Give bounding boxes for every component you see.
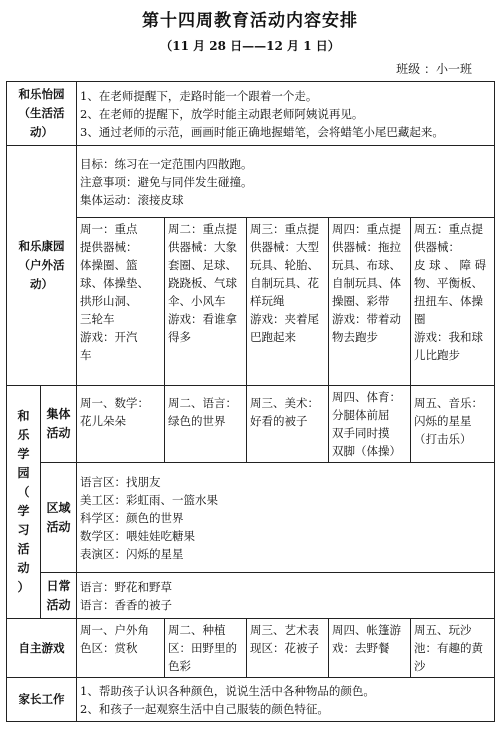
text-line: 池：有趣的黄	[414, 641, 483, 655]
text-line: 动）	[30, 277, 53, 291]
text-line: 样玩绳	[250, 294, 285, 308]
text-line: ）	[17, 580, 30, 594]
text-line: 供器械：	[414, 240, 460, 254]
text-line: 扭扭车、体操	[414, 294, 483, 308]
text-line: 和	[17, 409, 30, 423]
text-line: 周三、艺术表	[250, 623, 319, 637]
section-label-free-play: 自主游戏	[7, 619, 77, 678]
collective-day-tue	[165, 386, 247, 463]
text-line: 分腿体前屈	[332, 408, 390, 422]
text-line: 玩具、布球、	[332, 258, 401, 272]
text-line: 双手同时摸	[332, 426, 390, 440]
text-line: 跷跷板、气球	[168, 276, 237, 290]
text-line: 活动	[46, 597, 71, 612]
text-line: 套圈、足球、	[168, 258, 237, 272]
parent-work-cell	[77, 678, 495, 722]
text-line: 学	[17, 504, 30, 518]
row-free-play	[7, 619, 495, 678]
text-line: 周四：重点提	[332, 222, 401, 236]
free-play-day-mon	[77, 619, 165, 678]
text-line: 周五：重点提	[414, 222, 483, 236]
text-line: 玩具、轮胎、	[250, 258, 319, 272]
group-sport-text: 集体运动：滚接皮球	[80, 192, 184, 207]
text-line: 绿色的世界	[168, 414, 226, 428]
text-line: 集体	[46, 407, 71, 421]
text-line: 自制玩具、体	[332, 276, 401, 290]
collective-day-wed	[247, 386, 329, 463]
text-line: 学	[17, 447, 30, 461]
row-xueyuan-daily	[7, 573, 495, 619]
heyiyuan-content	[77, 82, 495, 146]
text-line: 现区：花被子	[250, 641, 319, 655]
list-item: 3、通过老师的示范，画画时能正确地握蜡笔，会将蜡笔小尾巴藏起来。	[80, 124, 444, 139]
text-line: 动	[17, 561, 30, 575]
section-label-kangyuan	[7, 146, 77, 386]
list-item: 美工区：彩虹雨、一篮水果	[80, 492, 218, 507]
sublabel-collective	[41, 386, 77, 463]
text-line: 戏：去野餐	[332, 641, 390, 655]
text-line: 和乐怡园	[18, 87, 65, 101]
text-line: 圈	[414, 312, 426, 326]
text-line: 周三、美术：	[250, 396, 319, 410]
text-line: 园	[17, 466, 30, 480]
text-line: 游戏：我和球	[414, 330, 483, 344]
collective-day-thu	[329, 386, 411, 463]
text-line: 供器械：拖拉	[332, 240, 401, 254]
section-label-xueyuan	[7, 386, 41, 619]
text-line: 周五、玩沙	[414, 623, 472, 637]
text-line: 周四、帐篷游	[332, 623, 401, 637]
text-line: 周四、体育：	[332, 390, 401, 404]
text-line: 活	[17, 542, 30, 556]
list-item: 科学区：颜色的世界	[80, 510, 184, 525]
list-item: 语言区：找朋友	[80, 474, 161, 489]
text-line: 车	[80, 348, 92, 362]
list-item: 语言：香香的被子	[80, 597, 172, 612]
sublabel-daily	[41, 573, 77, 619]
kangyuan-goal-cell	[77, 146, 495, 218]
text-line: 活动	[46, 426, 71, 440]
area-activity-cell	[77, 463, 495, 573]
class-label: 班级 ：小一班	[396, 62, 472, 76]
text-line: 游戏：夹着尾	[250, 312, 319, 326]
text-line: 区域	[46, 500, 71, 515]
text-line: （打击乐）	[414, 432, 472, 446]
text-line: 花儿朵朵	[80, 414, 126, 428]
text-line: 活动	[46, 519, 71, 534]
notice-text: 注意事项：避免与同伴发生碰撞。	[80, 174, 253, 189]
kangyuan-day-wed	[247, 218, 329, 386]
text-line: 游戏：看谁拿	[168, 312, 237, 326]
row-kangyuan-days	[7, 218, 495, 386]
date-range: （11 月 28 日——12 月 1 日）	[160, 39, 340, 53]
free-play-day-fri	[411, 619, 495, 678]
text-line: 周一、户外角	[80, 623, 149, 637]
text-line: 沙	[414, 659, 426, 673]
text-line: 习	[17, 523, 30, 537]
text-line: 乐	[17, 428, 30, 442]
list-item: 2、在老师的提醒下，放学时能主动跟老师阿姨说再见。	[80, 106, 364, 121]
text-line: 周二、语言：	[168, 396, 237, 410]
text-line: 操圈、彩带	[332, 294, 390, 308]
page-title: 第十四周教育活动内容安排	[142, 11, 358, 31]
row-xueyuan-collective	[7, 386, 495, 463]
free-play-day-thu	[329, 619, 411, 678]
row-xueyuan-area	[7, 463, 495, 573]
text-line: 周五、音乐：	[414, 396, 483, 410]
kangyuan-day-fri	[411, 218, 495, 386]
text-line: 巴跑起来	[250, 330, 296, 344]
text-line: 日常	[46, 578, 71, 593]
sublabel-area	[41, 463, 77, 573]
text-line: 周一、数学：	[80, 396, 149, 410]
text-line: （	[17, 485, 30, 499]
free-play-day-tue	[165, 619, 247, 678]
text-line: 供器械：大型	[250, 240, 319, 254]
kangyuan-day-mon	[77, 218, 165, 386]
text-line: 自制玩具、花	[250, 276, 319, 290]
schedule-table	[6, 81, 495, 722]
text-line: 球、体操垫、	[80, 276, 149, 290]
text-line: 色彩	[168, 659, 191, 673]
collective-day-fri	[411, 386, 495, 463]
text-line: 双脚（体操）	[332, 444, 401, 458]
text-line: 和乐康园	[18, 239, 65, 253]
goal-text: 目标：练习在一定范围内四散跑。	[80, 156, 253, 171]
list-item: 2、和孩子一起观察生活中自己服装的颜色特征。	[80, 701, 329, 716]
daily-activity-cell	[77, 573, 495, 619]
kangyuan-day-tue	[165, 218, 247, 386]
section-label-heyiyuan	[7, 82, 77, 146]
text-line: 动）	[30, 125, 53, 139]
text-line: 好看的被子	[250, 414, 308, 428]
list-item: 数学区：喂娃娃吃糖果	[80, 528, 195, 543]
text-line: （户外活	[18, 258, 65, 272]
row-kangyuan-goal	[7, 146, 495, 218]
text-line: 周二：重点提	[168, 222, 237, 236]
text-line: 区：田野里的	[168, 641, 237, 655]
text-line: 拱形山洞、	[80, 294, 138, 308]
text-line: 儿比跑步	[414, 348, 460, 362]
text-line: 游戏：带着动	[332, 312, 401, 326]
text-line: （生活活	[18, 106, 65, 120]
text-line: 得多	[168, 330, 191, 344]
text-line: 闪烁的星星	[414, 414, 472, 428]
text-line: 体操圈、篮	[80, 258, 138, 272]
row-parent-work	[7, 678, 495, 722]
text-line: 周二、种植	[168, 623, 226, 637]
text-line: 供器械：大象	[168, 240, 237, 254]
row-heyiyuan	[7, 82, 495, 146]
collective-day-mon	[77, 386, 165, 463]
text-line: 伞、小风车	[168, 294, 226, 308]
list-item: 1、在老师提醒下，走路时能一个跟着一个走。	[80, 88, 318, 103]
text-line: 色区：赏秋	[80, 641, 138, 655]
text-line: 三轮车	[80, 312, 115, 326]
text-line: 周一：重点	[80, 222, 138, 236]
text-line: 周三：重点提	[250, 222, 319, 236]
text-line: 提供器械：	[80, 240, 138, 254]
kangyuan-day-thu	[329, 218, 411, 386]
text-line: 皮 球 、 障 碍	[414, 258, 487, 272]
text-line: 物、平衡板、	[414, 276, 483, 290]
free-play-day-wed	[247, 619, 329, 678]
text-line: 游戏：开汽	[80, 330, 138, 344]
text-line: 物去跑步	[332, 330, 378, 344]
list-item: 表演区：闪烁的星星	[80, 546, 184, 561]
list-item: 语言：野花和野草	[80, 579, 172, 594]
list-item: 1、帮助孩子认识各种颜色，说说生活中各种物品的颜色。	[80, 683, 375, 698]
section-label-parent-work: 家长工作	[7, 678, 77, 722]
